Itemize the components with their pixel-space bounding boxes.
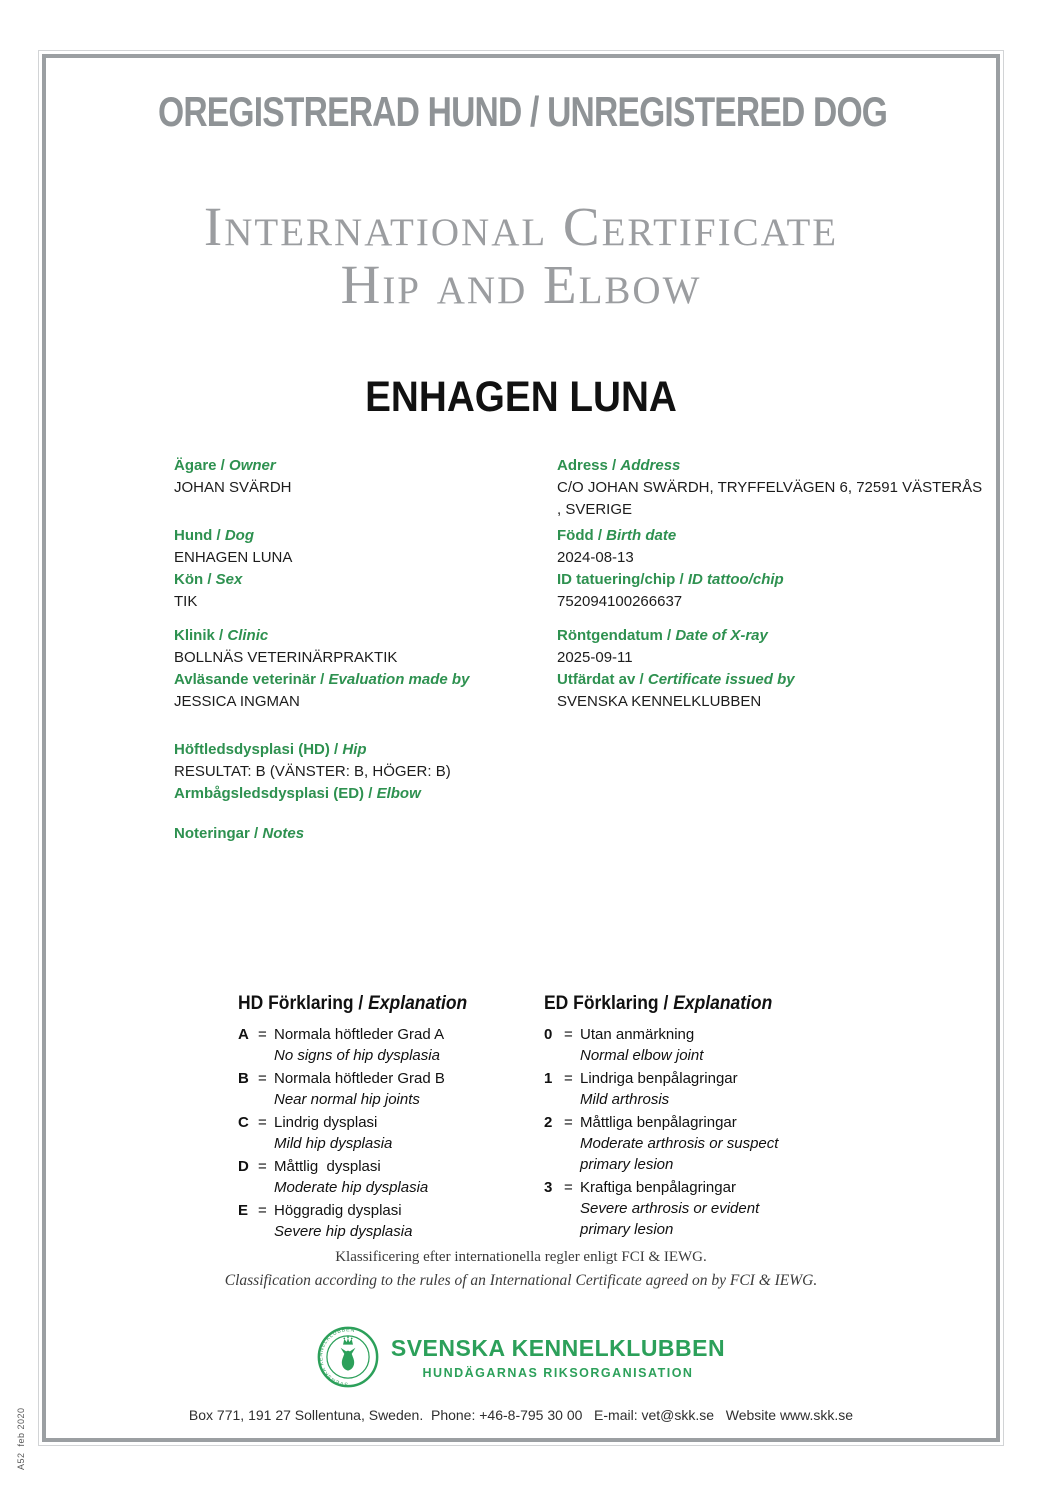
ed-key-1: 1 xyxy=(544,1070,553,1087)
equals-sign: = xyxy=(258,1026,267,1043)
classification-line-sv: Klassificering efter internationella regler enligt FCI & IEWG. xyxy=(335,1249,707,1265)
form-code: A52 feb 2020 xyxy=(16,1407,26,1470)
org-subtitle: HUNDÄGARNAS RIKSORGANISATION xyxy=(422,1365,694,1380)
issued-value: SVENSKA KENNELKLUBBEN xyxy=(557,693,762,710)
ed-item-0 xyxy=(544,1024,874,1066)
ed-explanation-title xyxy=(544,992,848,1016)
page-border-frame xyxy=(42,54,1000,1442)
dog-value: ENHAGEN LUNA xyxy=(174,549,293,566)
hd-en-a: No signs of hip dysplasia xyxy=(274,1047,440,1064)
issued-label-sv: Utfärdat av / xyxy=(557,671,644,688)
ed-en-2: Moderate arthrosis or suspect primary lesion xyxy=(580,1135,779,1173)
hd-sv-d: Måttlig dysplasi xyxy=(274,1158,381,1175)
sex-label xyxy=(174,569,556,591)
hd-item-c xyxy=(238,1112,544,1154)
hd-key-c: C xyxy=(238,1114,249,1131)
equals-sign: = xyxy=(564,1070,573,1087)
ed-item-1 xyxy=(544,1068,874,1110)
ed-en-3: Severe arthrosis or evident primary lesion xyxy=(580,1200,760,1238)
field-chip-id xyxy=(557,569,997,613)
skk-seal-logo xyxy=(317,1326,379,1388)
hd-sv-a: Normala höftleder Grad A xyxy=(274,1026,445,1043)
crown-dot xyxy=(343,1338,345,1340)
equals-sign: = xyxy=(258,1202,267,1219)
clinic-label xyxy=(174,625,556,647)
hip-label-en: Hip xyxy=(342,741,367,758)
ed-item-2 xyxy=(544,1112,874,1175)
equals-sign: = xyxy=(564,1179,573,1196)
field-sex xyxy=(174,569,556,613)
hd-explanation-title xyxy=(238,992,520,1016)
clinic-value: BOLLNÄS VETERINÄRPRAKTIK xyxy=(174,649,398,666)
ed-sv-3: Kraftiga benpålagringar xyxy=(580,1179,736,1196)
hd-sv-c: Lindrig dysplasi xyxy=(274,1114,378,1131)
equals-sign: = xyxy=(258,1114,267,1131)
hd-key-a: A xyxy=(238,1026,249,1043)
hd-title-sv: HD Förklaring / xyxy=(238,993,364,1014)
dog-label xyxy=(174,525,556,547)
hd-sv-b: Normala höftleder Grad B xyxy=(274,1070,445,1087)
sex-label-en: Sex xyxy=(215,571,243,588)
ed-key-0: 0 xyxy=(544,1026,553,1043)
hd-explanation xyxy=(238,992,544,1244)
fields-left-column xyxy=(174,455,556,845)
dog-head-icon xyxy=(340,1348,355,1371)
hd-key-e: E xyxy=(238,1202,249,1219)
ed-sv-1: Lindriga benpålagringar xyxy=(580,1070,738,1087)
field-elbow xyxy=(174,783,556,805)
org-text xyxy=(391,1335,725,1380)
address-label xyxy=(557,455,997,477)
elbow-label-en: Elbow xyxy=(376,785,421,802)
address-value-line2: , SVERIGE xyxy=(557,501,633,518)
field-birth-date xyxy=(557,525,997,569)
xray-value: 2025-09-11 xyxy=(557,649,633,666)
dog-label-en: Dog xyxy=(224,527,254,544)
sex-label-sv: Kön / xyxy=(174,571,212,588)
field-hip xyxy=(174,739,556,783)
field-xray-date xyxy=(557,625,997,669)
fields-right-column xyxy=(557,455,997,713)
seal-ring-text: SVENSKA KENNELKLUBBEN xyxy=(318,1327,356,1387)
birth-label xyxy=(557,525,997,547)
org-name: SVENSKA KENNELKLUBBEN xyxy=(390,1334,726,1361)
ed-item-3 xyxy=(544,1177,874,1240)
issued-label-en: Certificate issued by xyxy=(647,671,795,688)
evaluator-value: JESSICA INGMAN xyxy=(174,693,300,710)
field-owner xyxy=(174,455,556,499)
xray-label xyxy=(557,625,997,647)
chip-label-en: ID tattoo/chip xyxy=(687,571,784,588)
crown-dot xyxy=(347,1336,349,1338)
field-issued-by xyxy=(557,669,997,713)
crown-dot xyxy=(351,1338,353,1340)
hd-en-e: Severe hip dysplasia xyxy=(274,1223,413,1240)
ed-en-0: Normal elbow joint xyxy=(580,1047,704,1064)
hd-key-b: B xyxy=(238,1070,249,1087)
contact-line: Box 771, 191 27 Sollentuna, Sweden. Phone: +46-8-795 30 00 E-mail: vet@skk.se Website www.skk.se xyxy=(188,1407,854,1423)
equals-sign: = xyxy=(564,1026,573,1043)
evaluator-label xyxy=(174,669,556,691)
elbow-label xyxy=(174,783,556,805)
issued-label xyxy=(557,669,997,691)
dog-label-sv: Hund / xyxy=(174,527,221,544)
address-label-sv: Adress / xyxy=(557,457,617,474)
ed-key-3: 3 xyxy=(544,1179,553,1196)
hd-key-d: D xyxy=(238,1158,249,1175)
birth-label-sv: Född / xyxy=(557,527,602,544)
certificate-title-line1: International Certificate xyxy=(203,196,839,257)
ed-key-2: 2 xyxy=(544,1114,553,1131)
hd-en-c: Mild hip dysplasia xyxy=(274,1135,393,1152)
xray-label-sv: Röntgendatum / xyxy=(557,627,672,644)
ed-sv-0: Utan anmärkning xyxy=(580,1026,695,1043)
clinic-label-en: Clinic xyxy=(227,627,269,644)
address-value-line1: C/O JOHAN SWÄRDH, TRYFFELVÄGEN 6, 72591 VÄSTERÅS xyxy=(557,479,983,496)
evaluator-label-sv: Avläsande veterinär / xyxy=(174,671,325,688)
certificate-title-line2: Hip and Elbow xyxy=(340,254,702,315)
certificate-title xyxy=(46,198,996,314)
address-label-en: Address xyxy=(620,457,681,474)
xray-label-en: Date of X-ray xyxy=(675,627,768,644)
equals-sign: = xyxy=(564,1114,573,1131)
elbow-label-sv: Armbågsledsdysplasi (ED) / xyxy=(174,785,373,802)
birth-value: 2024-08-13 xyxy=(557,549,634,566)
classification-line-en: Classification according to the rules of an International Certificate agreed on by FCI & IEWG. xyxy=(224,1272,818,1289)
notes-label-sv: Noteringar / xyxy=(174,825,259,842)
chip-label-sv: ID tatuering/chip / xyxy=(557,571,684,588)
hd-sv-e: Höggradig dysplasi xyxy=(274,1202,402,1219)
ed-title-en: Explanation xyxy=(673,993,773,1014)
chip-label xyxy=(557,569,997,591)
ed-en-1: Mild arthrosis xyxy=(580,1091,670,1108)
clinic-label-sv: Klinik / xyxy=(174,627,224,644)
skk-logo-block xyxy=(46,1326,996,1388)
field-evaluator xyxy=(174,669,556,713)
doc-type-heading: OREGISTRERAD HUND / UNREGISTERED DOG xyxy=(158,88,888,135)
hd-item-e xyxy=(238,1200,544,1242)
notes-label xyxy=(174,823,556,845)
dog-name-heading: ENHAGEN LUNA xyxy=(365,373,677,421)
ed-title-sv: ED Förklaring / xyxy=(544,993,669,1014)
classification-note xyxy=(46,1245,996,1293)
hd-item-d xyxy=(238,1156,544,1198)
owner-value: JOHAN SVÄRDH xyxy=(174,479,292,496)
field-dog xyxy=(174,525,556,569)
hip-label-sv: Höftledsdysplasi (HD) / xyxy=(174,741,339,758)
field-address xyxy=(557,455,997,521)
equals-sign: = xyxy=(258,1158,267,1175)
chip-value: 752094100266637 xyxy=(557,593,683,610)
ed-sv-2: Måttliga benpålagringar xyxy=(580,1114,737,1131)
field-notes xyxy=(174,823,556,845)
owner-label-en: Owner xyxy=(229,457,276,474)
owner-label xyxy=(174,455,556,477)
hd-en-d: Moderate hip dysplasia xyxy=(274,1179,429,1196)
hd-item-b xyxy=(238,1068,544,1110)
hd-en-b: Near normal hip joints xyxy=(274,1091,420,1108)
notes-label-en: Notes xyxy=(262,825,305,842)
hd-title-en: Explanation xyxy=(368,993,468,1014)
birth-label-en: Birth date xyxy=(606,527,677,544)
hd-item-a xyxy=(238,1024,544,1066)
equals-sign: = xyxy=(258,1070,267,1087)
explanation-section xyxy=(238,992,874,1244)
hip-result-value: RESULTAT: B (VÄNSTER: B, HÖGER: B) xyxy=(174,763,451,780)
owner-label-sv: Ägare / xyxy=(174,457,225,474)
ed-explanation xyxy=(544,992,874,1244)
field-clinic xyxy=(174,625,556,669)
sex-value: TIK xyxy=(174,593,198,610)
evaluator-label-en: Evaluation made by xyxy=(328,671,470,688)
hip-label xyxy=(174,739,556,761)
